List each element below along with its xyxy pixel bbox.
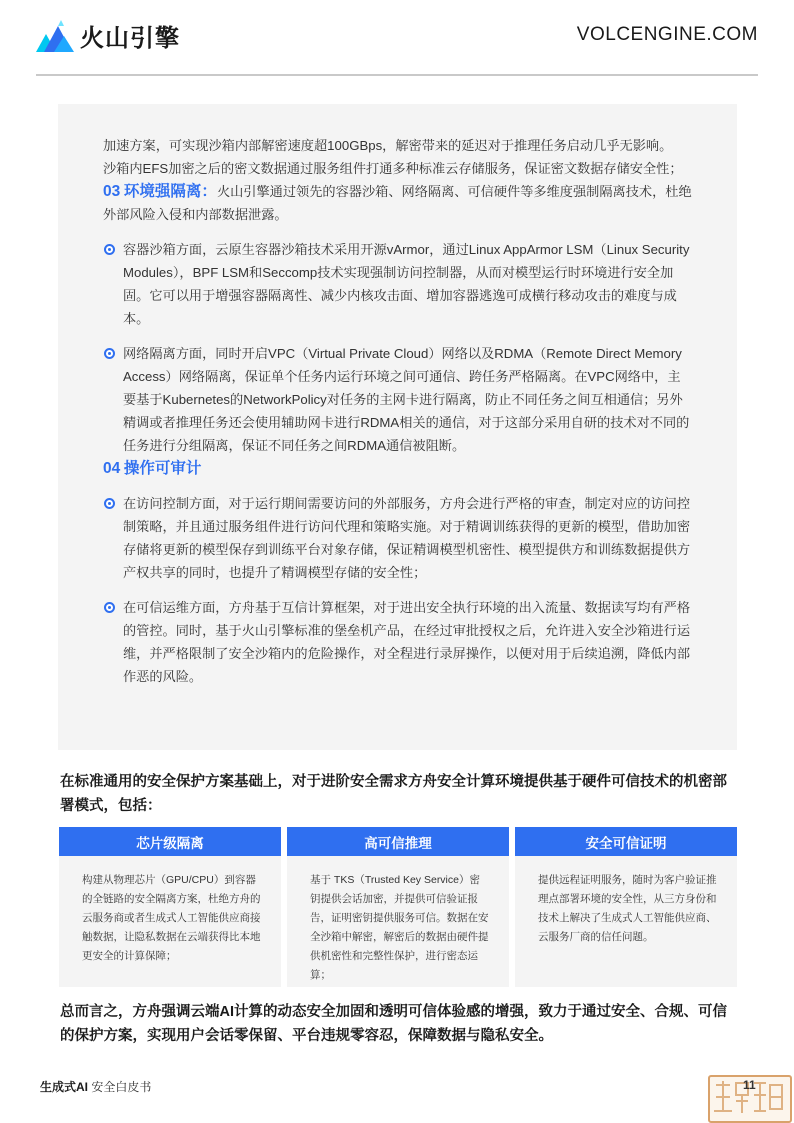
- section-4-title: 操作可审计: [123, 460, 202, 477]
- card-body: 提供远程证明服务，随时为客户验证推理点部署环境的安全性，从三方身份和技术上解决了生成式人工智能供应商、云服务厂商的信任问题。: [538, 874, 717, 943]
- brand-logo: [36, 18, 180, 53]
- footer-doc-title: [40, 1078, 151, 1095]
- lead-line-2: 沙箱内EFS加密之后的密文数据通过服务组件打通多种标准云存储服务，保证密文数据存储安全性；: [103, 161, 683, 176]
- section-3-text: 火山引擎通过领先的容器沙箱、网络隔离、可信硬件等多维度强制隔离技术，杜绝外部风险入侵和内部数据泄露。: [103, 184, 692, 222]
- card-title: 芯片级隔离: [59, 827, 281, 856]
- summary-paragraph: 总而言之，方舟强调云端AI计算的动态安全加固和透明可信体验感的增强，致力于通过安全、合规、可信的保护方案，实现用户会话零保留、平台违规零容忍，保障数据与隐私安全。: [60, 1004, 727, 1044]
- content-panel-body: [103, 134, 693, 688]
- bullet-icon: [104, 348, 115, 359]
- footer-doc-title-rest: 安全白皮书: [88, 1080, 152, 1094]
- section-4-heading: [103, 457, 693, 480]
- card-body: 构建从物理芯片（GPU/CPU）到容器的全链路的安全隔离方案，杜绝方舟的云服务商或者生成式人工智能供应商接触数据，让隐私数据在云端获得比本地更安全的计算保障；: [82, 874, 261, 962]
- feature-cards: [59, 827, 737, 987]
- feature-card-trusted-inference: [287, 827, 509, 987]
- list-item: [103, 238, 693, 330]
- section-3-number: 03: [103, 183, 121, 200]
- content-panel: [58, 104, 737, 750]
- bullet-text: 在可信运维方面，方舟基于互信计算框架，对于进出安全执行环境的出入流量、数据读写均有严格的管控。同时，基于火山引擎标准的堡垒机产品，在经过审批授权之后，允许进入安全沙箱进行运维，并严格限制了安全沙箱内的危险操作，对全程进行录屏操作，以便对用于后续追溯，降低内部作恶的风险。: [123, 600, 691, 684]
- brand-name: 火山引擎: [80, 25, 180, 52]
- bullet-text: 容器沙箱方面，云原生容器沙箱技术采用开源vArmor，通过Linux AppArmor LSM（Linux Security Modules），BPF LSM和Seccomp技术实现强制访问控制器，从而对模型运行时环境进行安全加固。它可以用于增强容器隔离性、减少内核攻击面、增加容器逃逸可成横行移动攻击的难度与成本。: [123, 242, 690, 326]
- intro-paragraph: 在标准通用的安全保护方案基础上，对于进阶安全需求方舟安全计算环境提供基于硬件可信技术的机密部署模式，包括：: [60, 774, 727, 814]
- section-3-title: 环境强隔离：: [123, 183, 217, 200]
- bullet-text: 网络隔离方面，同时开启VPC（Virtual Private Cloud）网络以及RDMA（Remote Direct Memory Access）网络隔离，保证单个任务内运行环境之间可通信、跨任务严格隔离。在VPC网络中，主要基于Kubernetes的NetworkPolicy对任务的主网卡进行隔离，防止不同任务之间互相通信；另外精调或者推理任务还会使用辅助网卡进行RDMA相关的通信，对于这部分采用自研的技术对不同的任务进行分组隔离，保证不同任务之间RDMA通信被阻断。: [123, 346, 690, 453]
- header-divider: [36, 74, 758, 76]
- bullet-icon: [104, 602, 115, 613]
- list-item: [103, 492, 693, 584]
- section-4-number: 04: [103, 460, 121, 477]
- list-item: [103, 596, 693, 688]
- card-title: 安全可信证明: [515, 827, 737, 856]
- section-3-paragraph: [103, 180, 693, 226]
- bullet-icon: [104, 498, 115, 509]
- list-item: [103, 342, 693, 457]
- volcano-logo-icon: [36, 20, 74, 52]
- feature-card-chip-isolation: [59, 827, 281, 987]
- bullet-text: 在访问控制方面，对于运行期间需要访问的外部服务，方舟会进行严格的审查，制定对应的访问控制策略，并且通过服务组件进行访问代理和策略实施。对于精调训练获得的更新的模型，借助加密存储将更新的模型保存到训练平台对象存储，保证精调模型机密性、模型提供方和训练数据提供方产权共享的同时，也提升了精调模型存储的安全性；: [123, 496, 691, 580]
- card-body: 基于 TKS（Trusted Key Service）密钥提供会话加密，并提供可信验证报告，证明密钥提供服务可信。数据在安全沙箱中解密，解密后的数据由硬件提供机密性和完整性保护，进行密态运算；: [310, 874, 489, 981]
- bullet-icon: [104, 244, 115, 255]
- feature-card-trust-attestation: [515, 827, 737, 987]
- page-number: 11: [743, 1078, 756, 1092]
- site-url: VOLCENGINE.COM: [576, 24, 758, 45]
- footer-doc-title-bold: 生成式AI: [40, 1080, 89, 1094]
- page-header: [0, 0, 794, 78]
- lead-line-1: 加速方案，可实现沙箱内部解密速度超100GBps，解密带来的延迟对于推理任务启动几乎无影响。: [103, 138, 673, 153]
- card-title: 高可信推理: [287, 827, 509, 856]
